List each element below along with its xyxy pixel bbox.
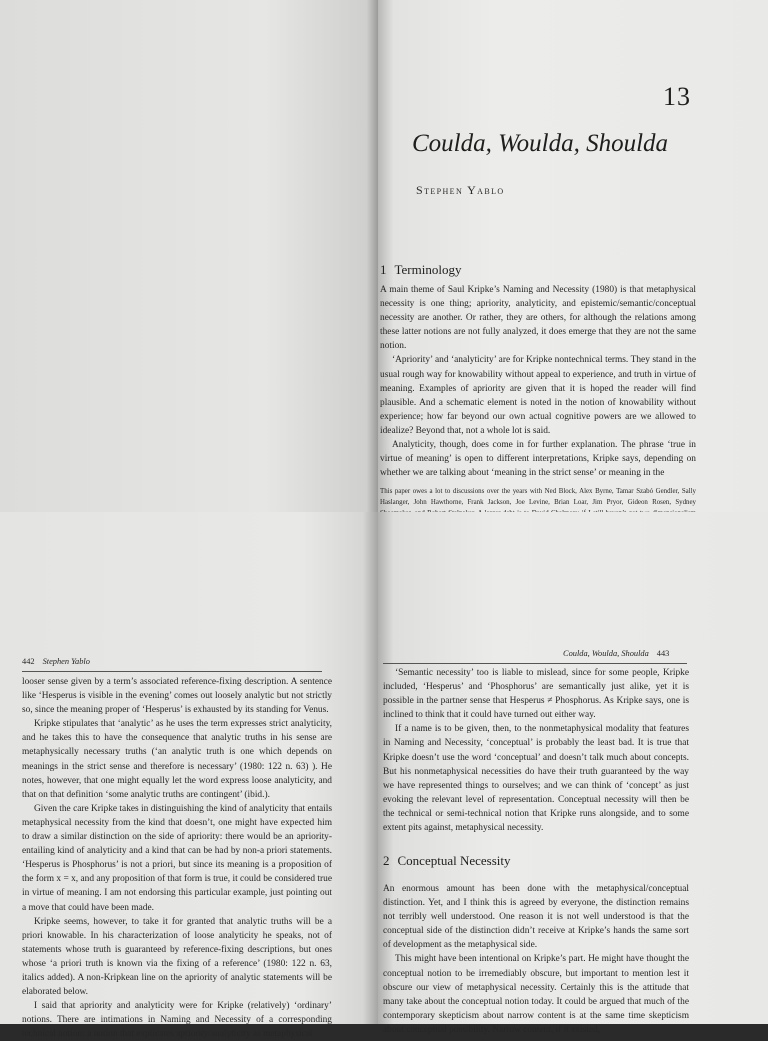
section-title: Terminology (394, 262, 462, 277)
paragraph: looser sense given by a term’s associated reference-fixing description. A sentence like ‘Hesperus is visible in the evening’ comes out loosely analytic but not strictly so, since the meaning proper of ‘Hesperus’ is exhausted by its standing for Venus. (22, 677, 332, 716)
page-number: 443 (656, 649, 670, 658)
body-text-conceptual-necessity (383, 882, 689, 1037)
running-head-text: Coulda, Woulda, Shoulda (563, 649, 649, 658)
section-title: Conceptual Necessity (397, 853, 511, 868)
running-head-right (563, 649, 669, 658)
acknowledgement-footnote: This paper owes a lot to discussions over the years with Ned Block, Alex Byrne, Tamar Szabó Gendler, Sally Haslanger, John Hawthorne, Frank Jackson, Joe Levine, Brian Loar, Jim Pryor, Gideon Rosen, Sydney (380, 488, 696, 506)
paragraph: Given the care Kripke takes in distinguishing the kind of analyticity that entails metaphysical necessity from the kind that doesn’t, one might have expected him to draw a similar distinction on the side of apriority: there would be an apriority-entailing kind of analyticity and a kind that can be had by non-a priori statements. ‘Hesperus is Phosphorus’ is not a priori, but since its meaning is a proposition of the form x = x, and any proposition of that form is true, it could be considered true in virtue of meaning. I am not endorsing this particular example, just pointing out a move that could have been made. (22, 803, 332, 913)
bottom-spread (0, 512, 768, 1040)
paragraph: An enormous amount has been done with the metaphysical/conceptual distinction. Yet, and I think this is agreed by everyone, the distinction remains not terribly well understood. One reason it is not well understood is that the conceptual side of the distinction didn’t receive at Kripke’s hands the same sort of development as the metaphysical side. (383, 884, 689, 951)
body-text-page-442 (22, 675, 332, 1041)
paragraph: This might have been intentional on Kripke’s part. He might have thought the conceptual notion to be irremediably obscure, but important to mention lest it obscure our view of metaphysical necessity. Certainly this is the attitude that many take about the conceptual notion today. It could be argued that much of the contemporary skepticism about narrow content is at the same time skepticism about conceptual possibility. Narrow content, if it existed, (383, 954, 689, 1035)
paragraph: ‘Apriority’ and ‘analyticity’ are for Kripke nontechnical terms. They stand in the usual rough way for knowability without appeal to experience, and truth in virtue of meaning. Examples of apriority are given that it is hoped the reader will find plausible. And a schematic element is noted in the notion of knowability without experience; how far beyond our own actual cognitive powers are we allowed to idealize? Beyond that, not a whole lot is said. (380, 355, 696, 436)
section-heading-terminology (380, 262, 461, 278)
paragraph: If a name is to be given, then, to the nonmetaphysical modality that features in Naming and Necessity, ‘conceptual’ is probably the least bad. It is true that Kripke doesn’t use the word ‘conceptual’ and doesn’t talk much about concepts. But his nonmetaphysical necessities do have their truth guaranteed by the way we have represented things to ourselves; and we can think of ‘concept’ as just evoking the relevant level of representation. Conceptual necessity will then be the technical or semi-technical notion that Kripke runs alongside, and to some extent pits against, metaphysical necessity. (383, 724, 689, 834)
top-spread (0, 0, 768, 512)
chapter-title: Coulda, Woulda, Shoulda (412, 130, 669, 157)
blank-facing-page (0, 0, 378, 512)
chapter-opening-page (378, 0, 768, 512)
body-text-terminology (380, 283, 696, 480)
page-442 (0, 512, 378, 1040)
paragraph: Analyticity, though, does come in for further explanation. The phrase ‘true in virtue of meaning’ is open to different interpretations, Kripke says, depending on whether we are talking about ‘meaning in the strict sense’ or meaning in the (380, 440, 696, 479)
body-text-page-443 (383, 666, 689, 835)
running-head-text: Stephen Yablo (42, 657, 90, 666)
header-rule (383, 663, 687, 664)
section-number: 2 (383, 853, 390, 868)
paragraph: Kripke seems, however, to take it for granted that analytic truths will be a priori knowable. In his characterization of loose analyticity he speaks, not of statements whose truth is guaranteed by reference-fixing descriptions, but ones whose ‘a priori truth is known via the fixing of a reference’ (1980: 122 n. 63, italics added). A non-Kripkean line on the apriority of analytic statements will be elaborated below. (22, 916, 332, 998)
paragraph: ‘Semantic necessity’ too is liable to mislead, since for some people, Kripke included, ‘Hesperus’ and ‘Phosphorus’ are semantically just alike, yet it is possible in the partner sense that Hesperus ≠ Phosphorus. As Kripke says, one is inclined to think that it could have turned out either way. (383, 668, 689, 721)
paragraph: A main theme of Saul Kripke’s Naming and Necessity (1980) is that metaphysical necessity is one thing; apriority, analyticity, and epistemic/semantic/conceptual necessity are another. Or rather, they are others, for although the relations among these latter notions are not fully analyzed, it does emerge that they are not the same notion. (380, 285, 696, 352)
running-head-left (22, 657, 90, 666)
section-heading-conceptual-necessity (383, 853, 511, 869)
page-443 (378, 512, 768, 1035)
chapter-author: Stephen Yablo (416, 183, 505, 197)
paragraph: I said that apriority and analyticity were for Kripke (relatively) ‘ordinary’ notions. There are intimations in Naming and Necessity of a corresponding technical notion: a notion that explicates apriority/analyticity as metaphysical (22, 1001, 332, 1040)
header-rule (22, 671, 322, 672)
paragraph: Kripke stipulates that ‘analytic’ as he uses the term expresses strict analyticity, and he takes this to have the consequence that analytic truths in his sense are metaphysically necessary truths (‘an analytic truth is one which depends on meanings in the strict sense and therefore is necessary’ (1980: 122 n. 63) ). He notes, however, that one might equally let the word express loose analyticity, and that on that definition ‘some analytic truths are contingent’ (ibid.). (22, 719, 332, 800)
section-number: 1 (380, 262, 387, 277)
chapter-number: 13 (663, 82, 691, 111)
page-number: 442 (22, 657, 35, 666)
